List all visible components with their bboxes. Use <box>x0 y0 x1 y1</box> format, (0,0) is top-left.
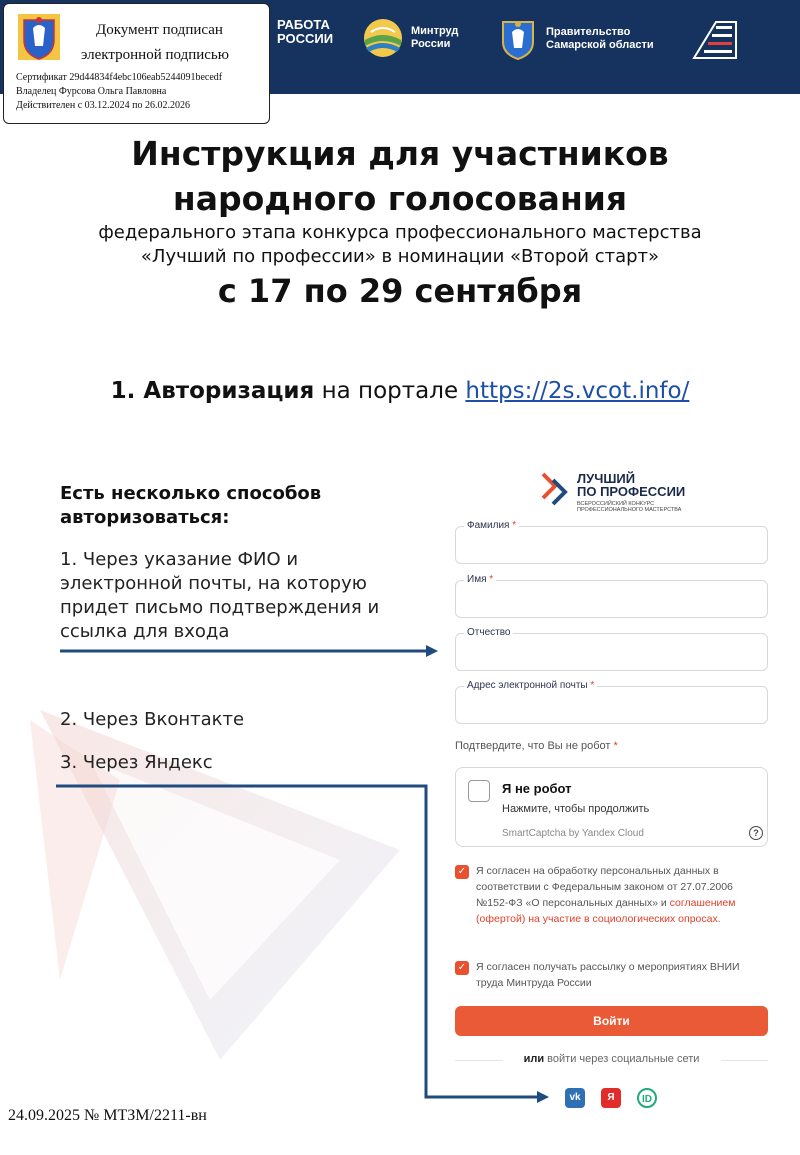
portal-link[interactable]: https://2s.vcot.info/ <box>465 378 690 404</box>
yandex-login-icon[interactable]: Я <box>601 1088 621 1108</box>
auth-option-email: 1. Через указание ФИО и электронной почты, на которую придет письмо подтверждения и ссылка для входа <box>60 549 380 642</box>
step-heading <box>0 378 800 404</box>
logo-mintrud-line1: Минтруд <box>411 25 459 37</box>
stamp-line2: электронной подписью <box>81 47 229 63</box>
step-text: на портале <box>314 378 466 404</box>
required-mark: * <box>590 680 595 691</box>
sber-id-login-icon[interactable]: ID <box>637 1088 657 1108</box>
captcha-hint: Нажмите, чтобы продолжить <box>502 803 650 815</box>
voting-dates: с 17 по 29 сентября <box>217 272 583 310</box>
email-label <box>464 680 597 691</box>
brand-subtitle: ВСЕРОССИЙСКИЙ КОНКУРС ПРОФЕССИОНАЛЬНОГО МАСТЕРСТВА <box>577 501 682 513</box>
help-icon[interactable]: ? <box>749 826 763 840</box>
signature-stamp <box>3 3 270 124</box>
name-label-text: Имя <box>467 574 487 585</box>
auth-methods-intro: Есть несколько способов авторизоваться: <box>60 483 322 528</box>
stamp-details <box>16 71 222 113</box>
captcha-widget[interactable] <box>455 767 768 847</box>
stamp-validity: Действителен с 03.12.2024 по 26.02.2026 <box>16 100 190 111</box>
name-field[interactable] <box>455 574 768 618</box>
consent-newsletter-text: Я согласен получать рассылку о мероприятиях ВНИИ труда Минтруда России <box>476 961 740 989</box>
social-login-divider <box>455 1053 768 1067</box>
logo-mintrud-line2: России <box>411 38 451 50</box>
captcha-prompt <box>455 740 618 752</box>
captcha-checkbox[interactable] <box>468 780 490 802</box>
logo-mintrud <box>363 18 458 58</box>
auth-option-yandex: 3. Через Яндекс <box>60 752 213 773</box>
consent-text-main: Я согласен на обработку персональных данных в соответствии с Федеральным законом от 27.07.2006 №152-ФЗ «О персональных данных» и <box>476 865 733 909</box>
logo-rabota-rossii <box>277 18 333 46</box>
arrow-to-form <box>60 645 438 657</box>
required-mark: * <box>489 574 494 585</box>
consent-personal-data-text <box>476 863 768 927</box>
logo-gov-line2: Самарской области <box>546 39 654 51</box>
surname-field[interactable] <box>455 520 768 564</box>
vk-login-icon[interactable]: vk <box>565 1088 585 1108</box>
logo-rabota-line2: РОССИИ <box>277 31 334 46</box>
login-button[interactable]: Войти <box>455 1006 768 1036</box>
patronymic-field[interactable] <box>455 627 768 671</box>
captcha-brand: SmartCaptcha by Yandex Cloud <box>502 828 644 839</box>
mintrud-emblem-icon <box>363 18 403 58</box>
national-project-logo-icon <box>690 18 740 62</box>
stamp-line1: Документ подписан <box>96 22 223 38</box>
registration-number: 24.09.2025 № МТЗМ/2211-вн <box>8 1107 207 1124</box>
required-mark: * <box>512 520 517 531</box>
brand-title-line1: ЛУЧШИЙ <box>577 471 636 486</box>
patronymic-label: Отчество <box>464 627 513 638</box>
name-label <box>464 574 496 585</box>
contest-arrows-icon <box>533 470 573 510</box>
required-mark: * <box>613 740 618 752</box>
offer-agreement-link[interactable]: соглашением (офертой) на участие в социологических опросах. <box>476 897 736 925</box>
logo-samara-government <box>500 18 654 60</box>
logo-gov-line1: Правительство <box>546 26 631 38</box>
consent-personal-data-checkbox[interactable]: ✓ <box>455 865 469 879</box>
subtitle-line1: федерального этапа конкурса профессионального мастерства <box>98 222 702 243</box>
surname-label <box>464 520 519 531</box>
social-login-buttons <box>565 1088 665 1108</box>
auth-option-vk: 2. Через Вконтакте <box>60 709 245 730</box>
stamp-owner: Владелец Фурсова Ольга Павловна <box>16 86 167 97</box>
social-login-text: войти через социальные сети <box>544 1053 700 1065</box>
contest-brand-logo <box>533 466 713 516</box>
captcha-prompt-text: Подтвердите, что Вы не робот <box>455 740 611 752</box>
step-label: 1. Авторизация <box>110 378 315 404</box>
email-label-text: Адрес электронной почты <box>467 680 588 691</box>
subtitle-line2: «Лучший по профессии» в номинации «Второй старт» <box>140 246 660 267</box>
page-title-line1: Инструкция для участников <box>131 134 669 173</box>
logo-rabota-line1: РАБОТА <box>277 17 330 32</box>
social-login-label <box>455 1053 768 1065</box>
social-login-or: или <box>523 1053 545 1065</box>
brand-title <box>577 472 685 498</box>
stamp-certificate: Сертификат 29d44834f4ebc106eab5244091becedf <box>16 72 223 83</box>
surname-label-text: Фамилия <box>467 520 510 531</box>
consent-newsletter-checkbox[interactable]: ✓ <box>455 961 469 975</box>
brand-title-line2: ПО ПРОФЕССИИ <box>577 484 686 499</box>
captcha-title: Я не робот <box>502 781 572 796</box>
samara-coat-of-arms-icon <box>500 18 536 60</box>
page-title-line2: народного голосования <box>172 179 628 218</box>
email-field[interactable] <box>455 680 768 724</box>
decorative-ribbon-background <box>0 680 440 1100</box>
samara-region-coat-icon <box>16 12 62 62</box>
